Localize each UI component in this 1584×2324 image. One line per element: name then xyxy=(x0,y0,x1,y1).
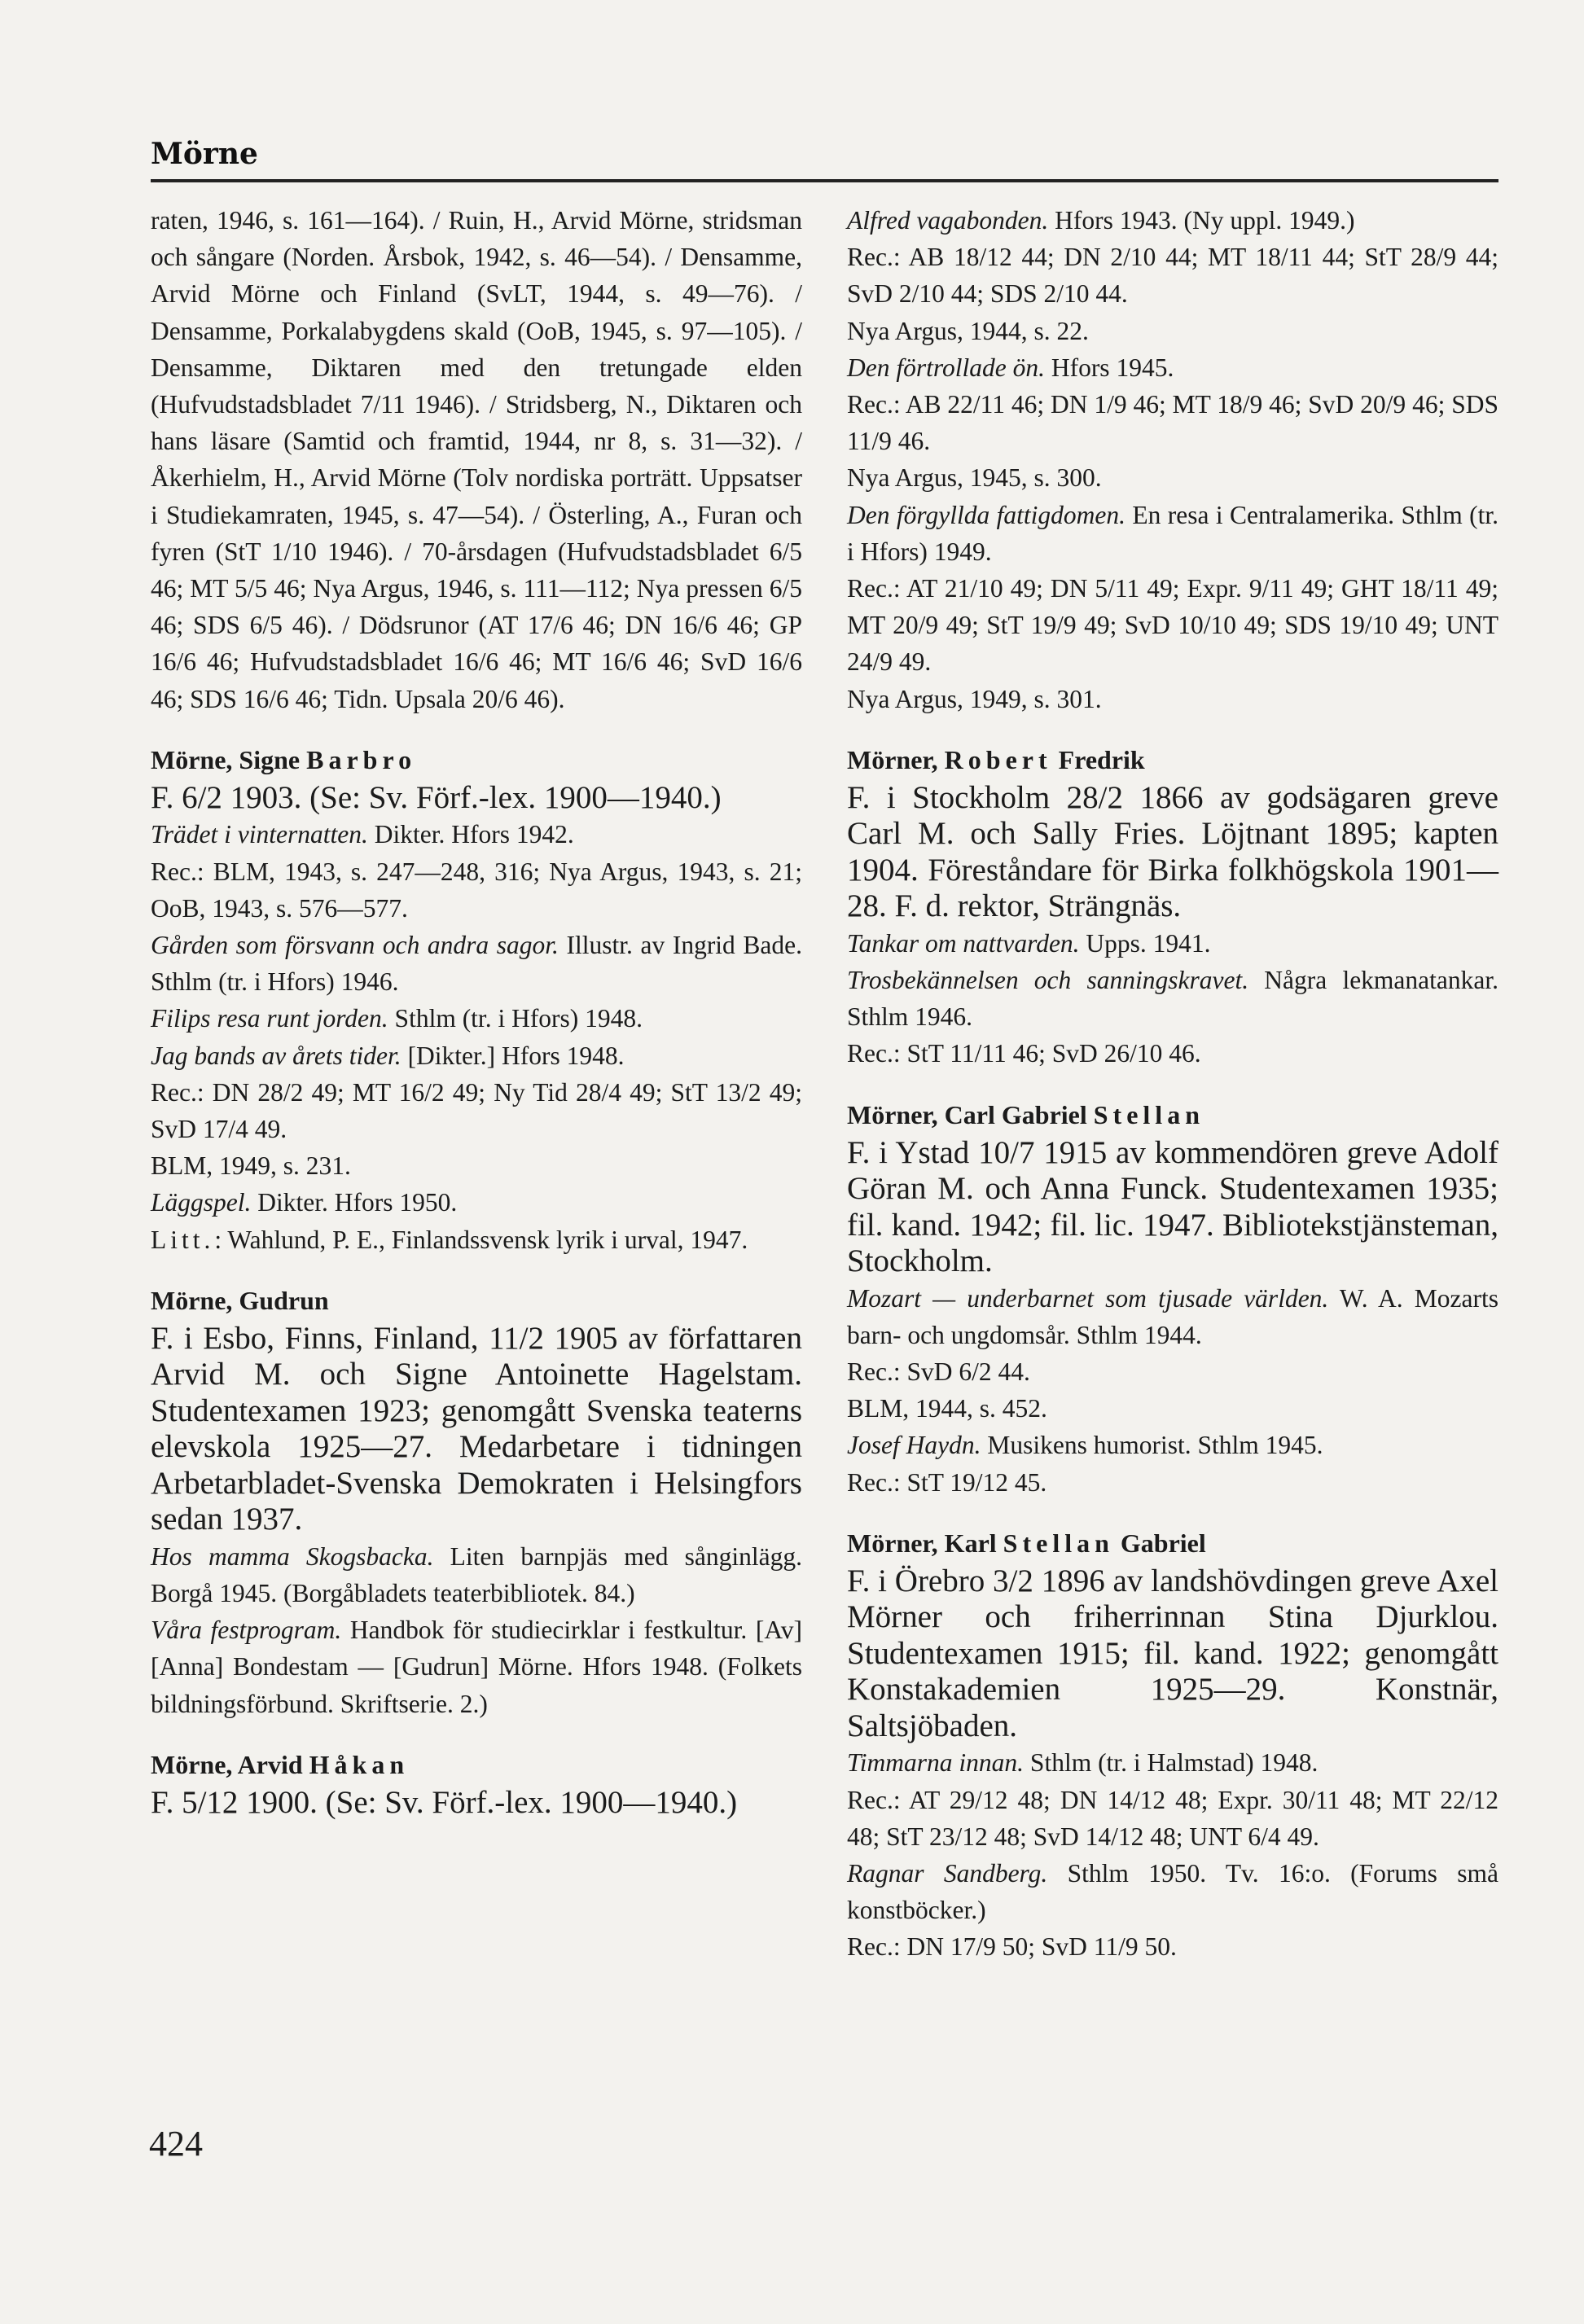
left-column xyxy=(151,202,802,1821)
review-line: Rec.: StT 11/11 46; SvD 26/10 46. xyxy=(847,1039,1201,1068)
continuation-text: raten, 1946, s. 161—164). / Ruin, H., Arvid Mörne, stridsman och sångare (Norden. Årsbok, 1942, s. 46—54). / Densamme, Arvid Mörne och Finland (SvLT, 1944, s. 49—76). / Densamme, Porkalabygdens skald (OoB, 1945, s. 97—105). / Densamme, Diktaren med den tretungade elden (Hufvudstadsbladet 7/11 1946). / Stridsberg, N., Diktaren och hans läsare (Samtid och framtid, 1944, nr 8, s. 31—32). / Åkerhielm, H., Arvid Mörne (Tolv nordiska porträtt. Uppsatser i Studiekamraten, 1945, s. 47—54). / Österling, A., Furan och fyren (StT 1/10 1946). / 70-årsdagen (Hufvudstadsbladet 6/5 46; MT 5/5 46; Nya Argus, 1946, s. 111—112; Nya pressen 6/5 46; SDS 6/5 46). / Dödsrunor (AT 17/6 46; DN 16/6 46; GP 16/6 46; Hufvudstadsbladet 16/6 46; MT 16/6 46; SvD 16/6 46; SDS 16/6 46; Tidn. Upsala 20/6 46). xyxy=(151,206,802,713)
work-entry: Gården som försvann och andra sagor. Illustr. av Ingrid Bade. Sthlm (tr. i Hfors) 1946. xyxy=(151,930,802,997)
bio-signe: F. 6/2 1903. (Se: Sv. Förf.-lex. 1900—1940.) xyxy=(151,779,722,815)
work-entry: Tankar om nattvarden. Upps. 1941. xyxy=(847,928,1211,958)
review-line: Nya Argus, 1944, s. 22. xyxy=(847,316,1089,345)
review-line: Rec.: AB 18/12 44; DN 2/10 44; MT 18/11 44; StT 28/9 44; SvD 2/10 44; SDS 2/10 44. xyxy=(847,243,1498,309)
review-line: Rec.: StT 19/12 45. xyxy=(847,1467,1047,1497)
entry-heading-arvid: Mörne, Arvid Håkan xyxy=(151,1749,410,1779)
review-line: Rec.: DN 28/2 49; MT 16/2 49; Ny Tid 28/4 49; StT 13/2 49; SvD 17/4 49. xyxy=(151,1077,802,1143)
header-rule xyxy=(151,179,1498,182)
right-column xyxy=(847,202,1498,1966)
work-entry: Den förgyllda fattigdomen. En resa i Centralamerika. Sthlm (tr. i Hfors) 1949. xyxy=(847,500,1498,566)
review-line: Rec.: AT 29/12 48; DN 14/12 48; Expr. 30/11 48; MT 22/12 48; StT 23/12 48; SvD 14/12 48; UNT 6/4 49. xyxy=(847,1785,1498,1851)
entry-heading-stellan: Mörner, Carl Gabriel Stellan xyxy=(847,1099,1204,1129)
bio-stellan: F. i Ystad 10/7 1915 av kommendören greve Adolf Göran M. och Anna Funck. Studentexamen 1935; fil. kand. 1942; fil. lic. 1947. Bibliotekstjänsteman, Stockholm. xyxy=(847,1134,1498,1279)
work-entry: Alfred vagabonden. Hfors 1943. (Ny uppl. 1949.) xyxy=(847,206,1355,235)
review-line: Rec.: SvD 6/2 44. xyxy=(847,1357,1030,1387)
work-entry: Ragnar Sandberg. Sthlm 1950. Tv. 16:o. (Forums små konstböcker.) xyxy=(847,1858,1499,1925)
work-entry: Trosbekännelsen och sanningskravet. Några lekmanatankar. Sthlm 1946. xyxy=(847,966,1498,1032)
literature-line: Litt.: Wahlund, P. E., Finlandssvensk lyrik i urval, 1947. xyxy=(151,1225,748,1254)
work-entry: Trädet i vinternatten. Dikter. Hfors 1942. xyxy=(151,820,574,849)
entry-heading-signe: Mörne, Signe Barbro xyxy=(151,744,417,774)
bio-robert: F. i Stockholm 28/2 1866 av godsägaren greve Carl M. och Sally Fries. Löjtnant 1895; kapten 1904. Föreståndare för Birka folkhögskola 1901—28. F. d. rektor, Strängnäs. xyxy=(847,779,1498,924)
running-head: Mörne xyxy=(151,137,258,171)
entry-heading-gudrun: Mörne, Gudrun xyxy=(151,1285,329,1315)
review-line: BLM, 1944, s. 452. xyxy=(847,1394,1047,1423)
work-entry: Läggspel. Dikter. Hfors 1950. xyxy=(151,1188,458,1217)
work-entry: Timmarna innan. Sthlm (tr. i Halmstad) 1948. xyxy=(847,1748,1319,1778)
work-entry: Hos mamma Skogsbacka. Liten barnpjäs med sånginlägg. Borgå 1945. (Borgåbladets teaterbibliotek. 84.) xyxy=(151,1541,802,1607)
review-line: Rec.: AB 22/11 46; DN 1/9 46; MT 18/9 46; SvD 20/9 46; SDS 11/9 46. xyxy=(847,390,1498,456)
bio-karl: F. i Örebro 3/2 1896 av landshövdingen greve Axel Mörner och friherrinnan Stina Djurklou. Studentexamen 1915; fil. kand. 1922; genomgått Konstakademien 1925—29. Konstnär, Saltsjöbaden. xyxy=(847,1563,1498,1743)
review-line: Rec.: BLM, 1943, s. 247—248, 316; Nya Argus, 1943, s. 21; OoB, 1943, s. 576—577. xyxy=(151,857,802,923)
entry-heading-robert: Mörner, Robert Fredrik xyxy=(847,744,1145,774)
work-entry: Mozart — underbarnet som tjusade världen. W. A. Mozarts barn- och ungdomsår. Sthlm 1944. xyxy=(847,1283,1498,1349)
review-line: Nya Argus, 1945, s. 300. xyxy=(847,463,1102,493)
bio-gudrun: F. i Esbo, Finns, Finland, 11/2 1905 av författaren Arvid M. och Signe Antoinette Hagelstam. Studentexamen 1923; genomgått Svenska teaterns elevskola 1925—27. Medarbetare i tidningen Arbetarbladet-Svenska Demokraten i Helsingfors sedan 1937. xyxy=(151,1320,802,1537)
bio-arvid: F. 5/12 1900. (Se: Sv. Förf.-lex. 1900—1940.) xyxy=(151,1784,738,1820)
work-entry: Filips resa runt jorden. Sthlm (tr. i Hfors) 1948. xyxy=(151,1004,643,1033)
work-entry: Våra festprogram. Handbok för studiecirklar i festkultur. [Av] [Anna] Bondestam — [Gudrun] Mörne. Hfors 1948. (Folkets bildningsförbund. Skriftserie. 2.) xyxy=(151,1616,803,1718)
review-line: Rec.: AT 21/10 49; DN 5/11 49; Expr. 9/11 49; GHT 18/11 49; MT 20/9 49; StT 19/9 49; SvD 10/10 49; SDS 19/10 49; UNT 24/9 49. xyxy=(847,574,1498,677)
work-entry: Josef Haydn. Musikens humorist. Sthlm 1945. xyxy=(847,1431,1323,1460)
review-line: BLM, 1949, s. 231. xyxy=(151,1151,351,1181)
page-number: 424 xyxy=(149,2124,203,2164)
work-entry: Jag bands av årets tider. [Dikter.] Hfors 1948. xyxy=(151,1041,625,1070)
entry-heading-karl: Mörner, Karl Stellan Gabriel xyxy=(847,1528,1206,1558)
review-line: Rec.: DN 17/9 50; SvD 11/9 50. xyxy=(847,1932,1177,1962)
review-line: Nya Argus, 1949, s. 301. xyxy=(847,684,1102,713)
work-entry: Den förtrollade ön. Hfors 1945. xyxy=(847,353,1174,382)
